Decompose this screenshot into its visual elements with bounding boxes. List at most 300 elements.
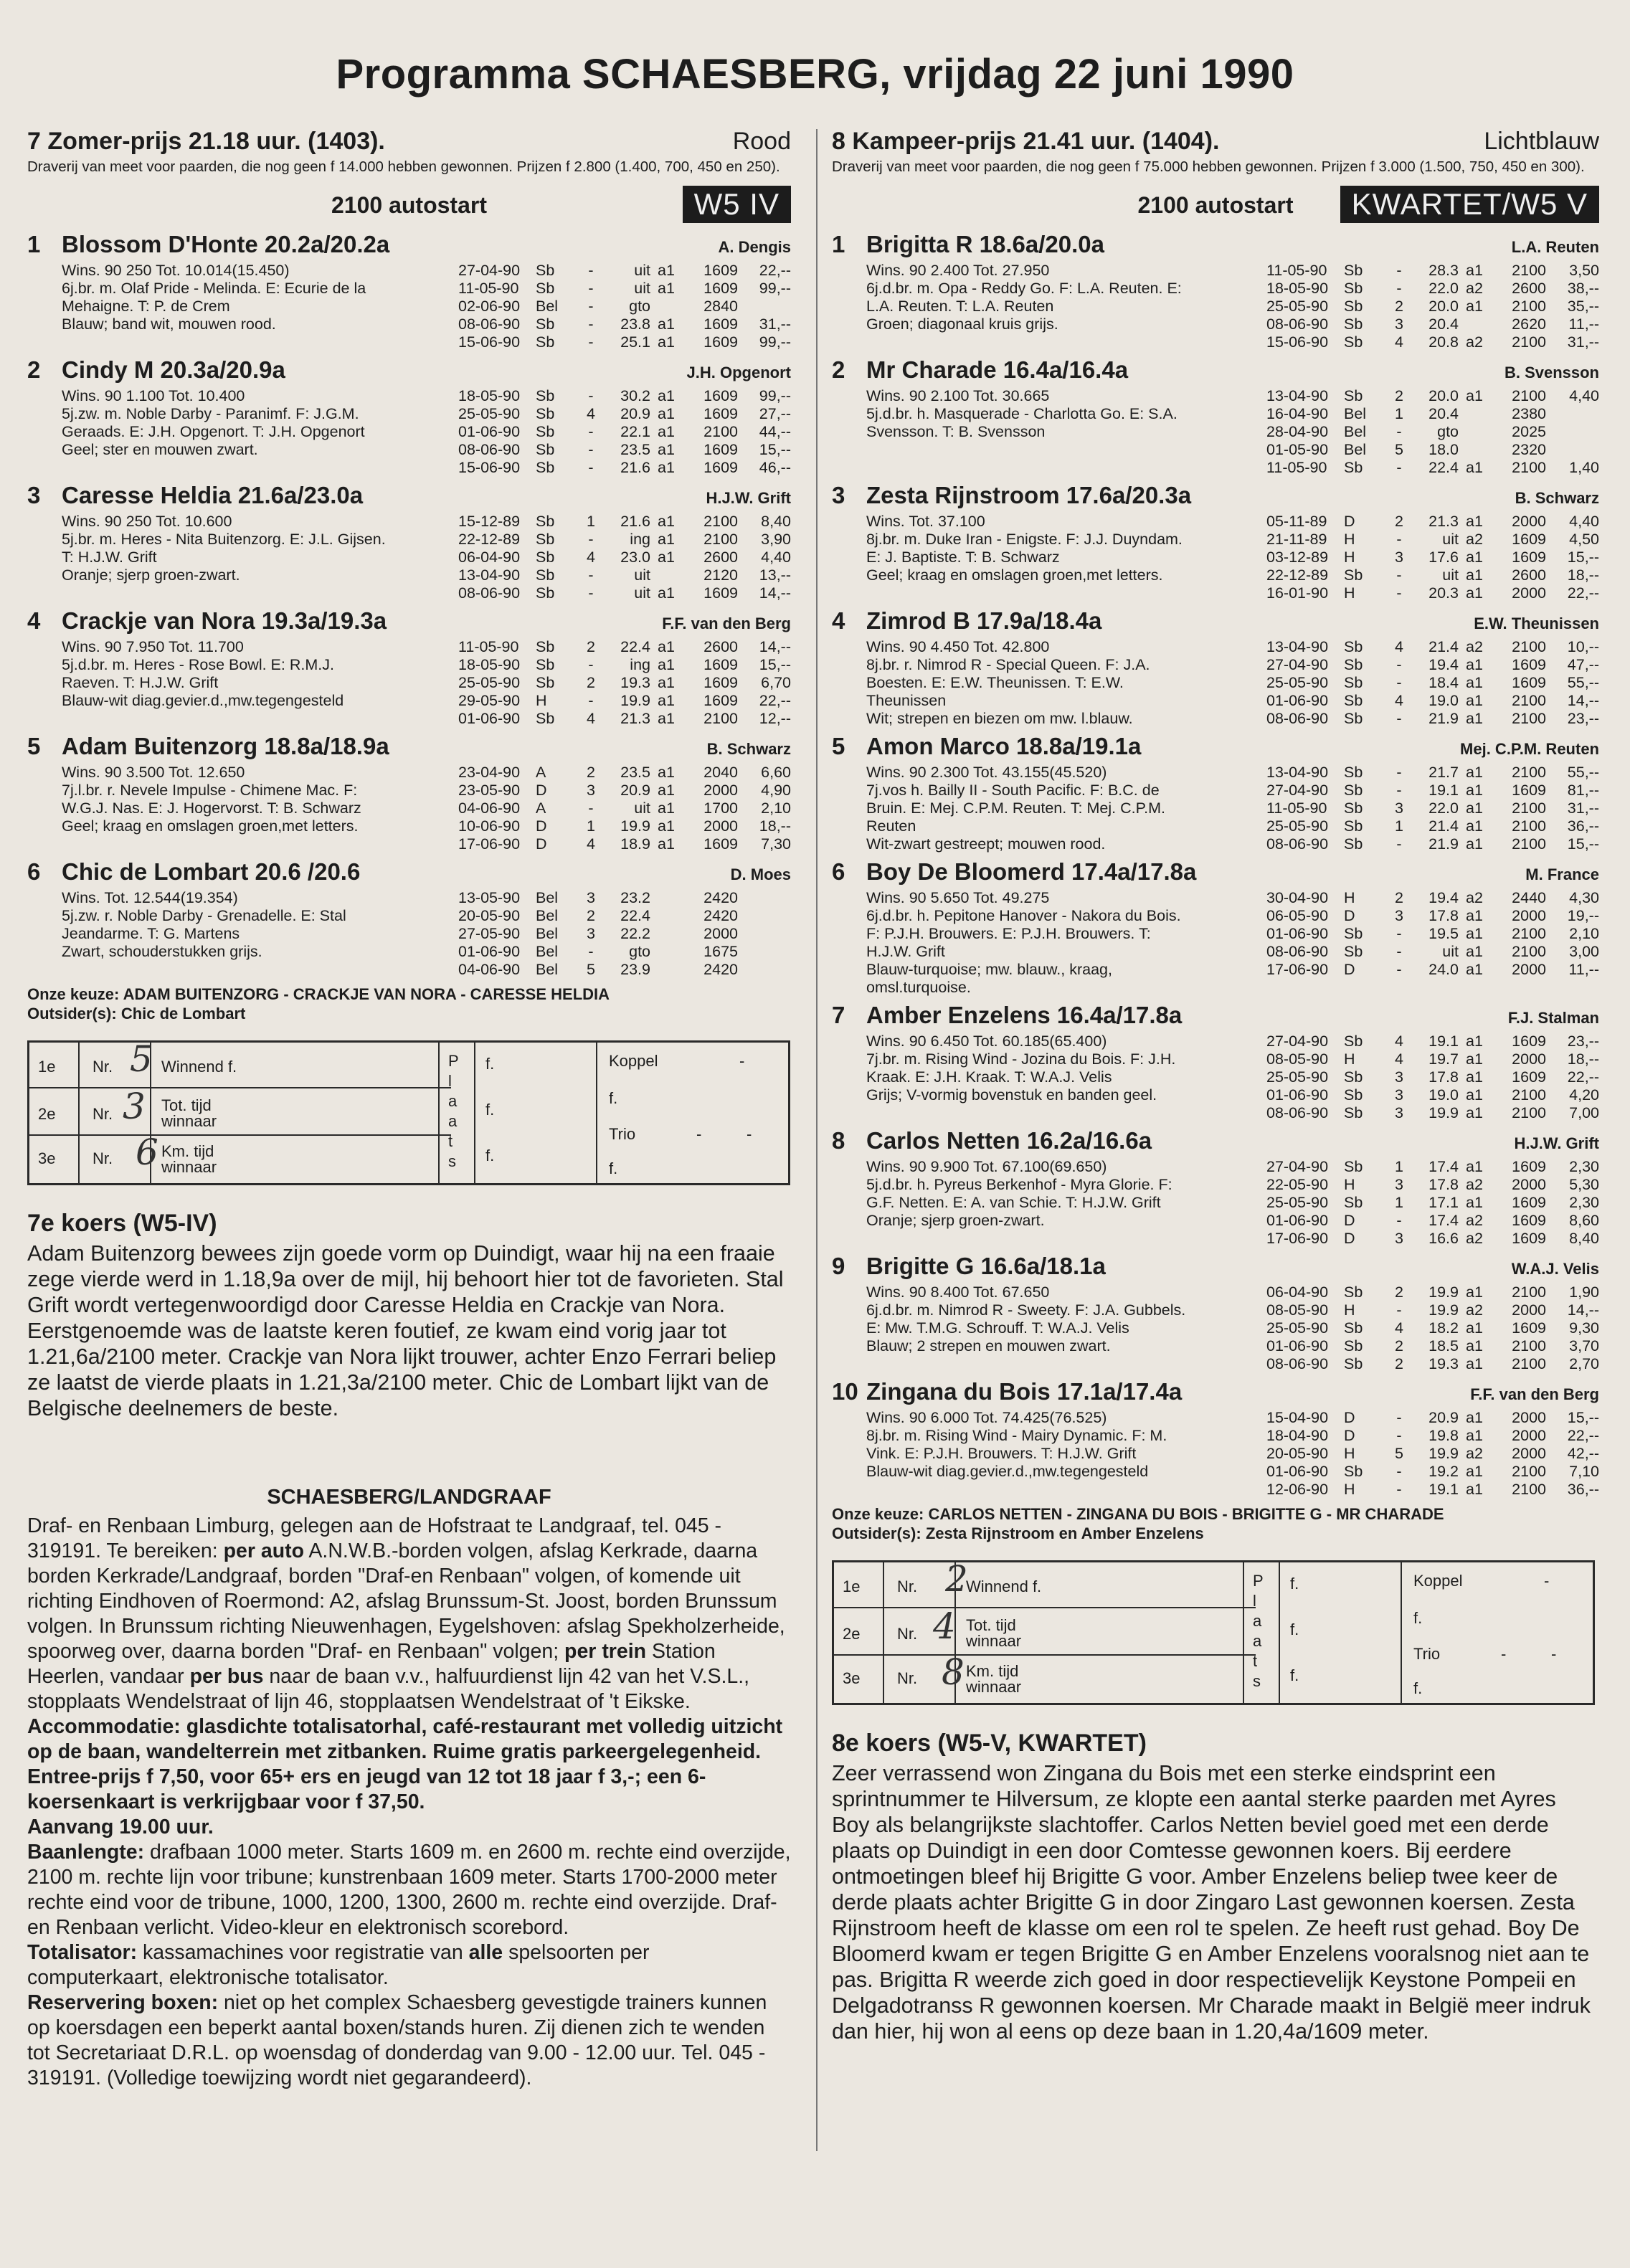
start-distance: 2100 xyxy=(1512,835,1546,853)
our-choice xyxy=(832,1504,1599,1543)
start-code xyxy=(1466,441,1494,459)
start-odds: 18,-- xyxy=(759,817,791,835)
start-place: - xyxy=(588,656,594,673)
start-time: 23.8 xyxy=(620,315,650,333)
start-record xyxy=(1266,1445,1599,1463)
horse-info-line: 6j.d.br. m. Nimrod R - Sweety. F: J.A. Gubbels. xyxy=(866,1301,1186,1319)
start-record xyxy=(458,333,791,351)
start-place: - xyxy=(1396,943,1402,960)
horse-entry xyxy=(832,1126,1599,1248)
horse-info-line: Zwart, schouderstukken grijs. xyxy=(62,943,262,960)
start-place: - xyxy=(1396,925,1402,942)
start-distance: 1609 xyxy=(703,692,738,709)
start-place: 2 xyxy=(587,674,595,691)
start-date: 11-05-90 xyxy=(1266,262,1327,279)
horse-info-line: 6j.br. m. Olaf Pride - Melinda. E: Ecurie de la xyxy=(62,280,366,297)
start-time: 19.0 xyxy=(1428,1086,1459,1104)
start-place: - xyxy=(588,692,594,709)
start-date: 08-05-90 xyxy=(1266,1301,1329,1319)
start-distance: 2100 xyxy=(703,513,738,530)
start-odds: 15,-- xyxy=(759,656,791,673)
start-record xyxy=(1266,925,1599,943)
horse-driver: Mej. C.P.M. Reuten xyxy=(1460,740,1599,758)
horse-number: 6 xyxy=(27,858,41,885)
horse-info xyxy=(832,1409,1266,1499)
start-date: 04-06-90 xyxy=(458,800,521,817)
horse-number: 1 xyxy=(832,231,845,257)
start-odds: 15,-- xyxy=(1567,835,1599,853)
start-track: Bel xyxy=(536,961,559,978)
start-code: a1 xyxy=(1466,1319,1483,1337)
start-record xyxy=(1266,315,1599,333)
start-track: Sb xyxy=(536,513,555,530)
our-choice-label: Onze keuze: xyxy=(832,1505,924,1523)
start-odds: 7,30 xyxy=(761,835,791,853)
start-code: a1 xyxy=(1466,907,1483,924)
horse-number: 3 xyxy=(832,482,845,508)
start-odds: 1,90 xyxy=(1569,1284,1599,1301)
start-track: Sb xyxy=(536,333,555,351)
horse-info-line: Wins. 90 6.000 Tot. 74.425(76.525) xyxy=(866,1409,1107,1426)
start-code: a1 xyxy=(1466,387,1483,404)
start-odds: 4,90 xyxy=(761,782,791,799)
start-distance: 2100 xyxy=(1512,333,1546,351)
start-track: Sb xyxy=(536,566,555,584)
horse-header xyxy=(832,607,1599,638)
start-code: a1 xyxy=(1466,1463,1483,1480)
horse-entry xyxy=(832,356,1599,477)
start-date: 08-06-90 xyxy=(1266,943,1329,960)
koers-title: 7e koers (W5-IV) xyxy=(27,1210,217,1237)
start-place: - xyxy=(588,262,594,279)
start-place: 3 xyxy=(1395,1086,1403,1104)
start-record xyxy=(1266,280,1599,298)
start-record xyxy=(458,961,791,979)
horse-number: 6 xyxy=(832,858,845,885)
horse-header xyxy=(832,858,1599,889)
horse-name: Chic de Lombart 20.6 /20.6 xyxy=(62,858,361,885)
start-record xyxy=(1266,656,1599,674)
start-place: 2 xyxy=(1395,298,1403,315)
start-date: 27-05-90 xyxy=(458,925,521,942)
start-place: - xyxy=(588,531,594,548)
horse-info-line: G.F. Netten. E: A. van Schie. T: H.J.W. Grift xyxy=(866,1194,1161,1211)
start-row xyxy=(832,184,1599,226)
start-record xyxy=(1266,889,1599,907)
start-place: - xyxy=(1396,835,1402,853)
start-track: H xyxy=(1344,1176,1355,1193)
start-place: 4 xyxy=(1395,1033,1403,1050)
result-box xyxy=(832,1560,1595,1705)
start-distance: 2600 xyxy=(1512,280,1546,297)
start-record xyxy=(1266,1068,1599,1086)
horse-info-line: Wins. 90 250 Tot. 10.014(15.450) xyxy=(62,262,290,279)
horse-number: 3 xyxy=(27,482,41,508)
start-odds: 81,-- xyxy=(1567,782,1599,799)
start-date: 25-05-90 xyxy=(1266,1068,1329,1086)
start-record xyxy=(458,549,791,566)
start-record xyxy=(1266,1086,1599,1104)
horse-starts xyxy=(458,764,791,853)
start-date: 10-06-90 xyxy=(458,817,521,835)
horse-name: Zimrod B 17.9a/18.4a xyxy=(866,607,1102,634)
nr-label: Nr. xyxy=(897,1669,918,1687)
start-time: 20.0 xyxy=(1428,387,1459,404)
nr-label: Nr. xyxy=(93,1058,113,1076)
nr-label: Nr. xyxy=(897,1625,918,1643)
handwritten-number: 5 xyxy=(130,1038,153,1080)
start-distance: 2000 xyxy=(703,925,738,942)
start-time: 20.8 xyxy=(1428,333,1459,351)
start-odds: 6,70 xyxy=(761,674,791,691)
start-track: D xyxy=(536,782,547,799)
horse-info-line: Kraak. E: J.H. Kraak. T: W.A.J. Velis xyxy=(866,1068,1112,1086)
horse-info-line: Mehaigne. T: P. de Crem xyxy=(62,298,230,315)
start-record xyxy=(1266,1230,1599,1248)
start-odds: 4,50 xyxy=(1569,531,1599,548)
start-track: Sb xyxy=(536,531,555,548)
start-time: uit xyxy=(634,566,650,584)
start-record xyxy=(458,817,791,835)
box-line xyxy=(78,1043,80,1183)
horse-starts xyxy=(458,387,791,477)
start-date: 01-05-90 xyxy=(1266,441,1329,458)
start-time: 21.7 xyxy=(1428,764,1459,781)
start-record xyxy=(458,262,791,280)
horse-body xyxy=(832,387,1599,477)
start-distance: 2600 xyxy=(1512,566,1546,584)
start-code xyxy=(1466,315,1494,333)
start-distance: 2000 xyxy=(1512,1427,1546,1444)
horse-entry xyxy=(832,1001,1599,1122)
horse-info-line: Wit-zwart gestreept; mouwen rood. xyxy=(866,835,1106,853)
dash: - xyxy=(1544,1572,1550,1590)
start-distance: 2840 xyxy=(703,298,738,315)
start-time: 21.3 xyxy=(620,710,650,727)
start-track: Sb xyxy=(1344,333,1363,351)
nr-label: Nr. xyxy=(93,1149,113,1167)
start-date: 01-06-90 xyxy=(1266,1463,1329,1480)
start-odds: 35,-- xyxy=(1567,298,1599,315)
start-time: 22.2 xyxy=(620,925,650,942)
plaats-letter: a xyxy=(448,1092,458,1110)
start-time: 19.2 xyxy=(1428,1463,1459,1480)
horse-starts xyxy=(458,262,791,351)
horse-starts xyxy=(1266,1409,1599,1499)
horse-body xyxy=(832,1158,1599,1248)
horse-entry xyxy=(832,230,1599,351)
start-code: a1 xyxy=(1466,961,1483,978)
start-code: a1 xyxy=(1466,1409,1483,1426)
start-distance: 2100 xyxy=(1512,1355,1546,1372)
start-track: H xyxy=(1344,1481,1355,1498)
start-distance: 1609 xyxy=(1512,1033,1546,1050)
race-title: 8 Kampeer-prijs 21.41 uur. (1404). xyxy=(832,128,1220,155)
start-record xyxy=(1266,513,1599,531)
horse-entry xyxy=(832,732,1599,853)
start-record xyxy=(458,710,791,728)
start-time: uit xyxy=(634,262,650,279)
start-code: a1 xyxy=(658,423,675,440)
start-time: 19.9 xyxy=(620,817,650,835)
start-track: Sb xyxy=(1344,835,1363,853)
start-code: a1 xyxy=(658,835,675,853)
start-odds: 99,-- xyxy=(759,280,791,297)
entree-paragraph: Entree-prijs f 7,50, voor 65+ ers en jeugd van 12 tot 18 jaar f 3,-; een 6-koersenkaart is verkrijgbaar voor f 37,50. xyxy=(27,1765,706,1813)
start-place: - xyxy=(1396,674,1402,691)
horse-info-line: 8j.br. m. Rising Wind - Mairy Dynamic. F: M. xyxy=(866,1427,1167,1444)
start-time: 17.8 xyxy=(1428,1068,1459,1086)
horse-info xyxy=(832,764,1266,853)
start-place: - xyxy=(1396,1463,1402,1480)
horse-number: 4 xyxy=(832,607,845,634)
horse-info-line: Wins. 90 5.650 Tot. 49.275 xyxy=(866,889,1050,906)
start-time: 21.4 xyxy=(1428,638,1459,655)
schaesberg-text xyxy=(27,1514,791,2091)
horse-number: 8 xyxy=(832,1127,845,1154)
koers-title: 8e koers (W5-V, KWARTET) xyxy=(832,1730,1147,1757)
outsider-label: Outsider(s): xyxy=(832,1524,921,1542)
horse-info-line: Wins. Tot. 37.100 xyxy=(866,513,985,530)
dash: - xyxy=(747,1125,752,1143)
start-place: 5 xyxy=(1395,1445,1403,1462)
start-odds: 27,-- xyxy=(759,405,791,422)
start-track: Bel xyxy=(536,298,559,315)
start-distance: 2100 xyxy=(1512,1104,1546,1121)
start-record xyxy=(1266,1050,1599,1068)
start-distance: 2000 xyxy=(1512,513,1546,530)
horse-number: 2 xyxy=(27,356,41,383)
horse-starts xyxy=(1266,513,1599,602)
start-date: 15-06-90 xyxy=(1266,333,1329,351)
start-odds: 2,30 xyxy=(1569,1158,1599,1175)
start-place: - xyxy=(588,280,594,297)
start-date: 25-05-90 xyxy=(1266,298,1329,315)
start-date: 27-04-90 xyxy=(458,262,521,279)
start-place: 3 xyxy=(1395,315,1403,333)
horse-number: 1 xyxy=(27,231,41,257)
place-2-label: 2e xyxy=(843,1625,861,1643)
start-date: 13-04-90 xyxy=(458,566,521,584)
start-odds: 23,-- xyxy=(1567,710,1599,727)
race-7-column xyxy=(27,128,791,1421)
horse-info-line: Geel; kraag en omslagen groen,met letters. xyxy=(62,817,359,835)
start-code: a1 xyxy=(1466,459,1483,476)
start-code: a1 xyxy=(1466,1104,1483,1121)
horse-info-line: Geraads. E: J.H. Opgenort. T: J.H. Opgenort xyxy=(62,423,365,440)
horse-starts xyxy=(458,889,791,979)
start-code: a1 xyxy=(658,513,675,530)
start-odds: 11,-- xyxy=(1568,961,1599,978)
start-track: Sb xyxy=(1344,1463,1363,1480)
horse-info-line: Groen; diagonaal kruis grijs. xyxy=(866,315,1058,333)
horse-header xyxy=(27,858,791,889)
start-odds: 1,40 xyxy=(1569,459,1599,476)
start-distance: 1609 xyxy=(703,262,738,279)
start-record xyxy=(1266,638,1599,656)
start-track: Sb xyxy=(536,405,555,422)
start-date: 13-04-90 xyxy=(1266,764,1329,781)
start-place: - xyxy=(1396,584,1402,602)
start-place: 3 xyxy=(1395,1176,1403,1193)
start-place: - xyxy=(588,800,594,817)
f-label: f. xyxy=(609,1159,618,1177)
horse-info xyxy=(832,513,1266,602)
horse-name: Zingana du Bois 17.1a/17.4a xyxy=(866,1378,1183,1405)
start-time: 21.6 xyxy=(620,513,650,530)
horse-header xyxy=(832,1377,1599,1409)
horse-number: 5 xyxy=(27,733,41,759)
start-record xyxy=(1266,1409,1599,1427)
start-code: a1 xyxy=(1466,800,1483,817)
start-odds xyxy=(738,961,791,979)
start-distance: 2100 xyxy=(1512,298,1546,315)
start-track: Sb xyxy=(1344,298,1363,315)
start-track: Sb xyxy=(1344,1068,1363,1086)
start-time: 19.5 xyxy=(1428,925,1459,942)
start-odds: 7,00 xyxy=(1569,1104,1599,1121)
start-time: 22.1 xyxy=(620,423,650,440)
start-odds xyxy=(738,298,791,315)
start-distance: 2620 xyxy=(1512,315,1546,333)
start-record xyxy=(1266,1104,1599,1122)
start-place: 4 xyxy=(1395,692,1403,709)
start-place: - xyxy=(1396,656,1402,673)
start-track: D xyxy=(536,835,547,853)
start-odds: 4,30 xyxy=(1569,889,1599,906)
start-time: 19.4 xyxy=(1428,656,1459,673)
horse-header xyxy=(27,356,791,387)
box-line xyxy=(1401,1562,1402,1703)
handwritten-number: 8 xyxy=(942,1651,965,1693)
horse-starts xyxy=(1266,1284,1599,1373)
horse-body xyxy=(27,387,791,477)
start-place: - xyxy=(1396,782,1402,799)
start-track: Sb xyxy=(536,459,555,476)
start-time: 20.0 xyxy=(1428,298,1459,315)
start-time: 18.9 xyxy=(620,835,650,853)
start-odds xyxy=(738,889,791,907)
start-code xyxy=(658,961,686,979)
start-record xyxy=(458,656,791,674)
horse-name: Zesta Rijnstroom 17.6a/20.3a xyxy=(866,482,1192,508)
horse-info xyxy=(832,1158,1266,1248)
start-place: - xyxy=(588,584,594,602)
start-distance: 1609 xyxy=(703,315,738,333)
horse-info-line: Wit; strepen en biezen om mw. l.blauw. xyxy=(866,710,1133,727)
start-time: 19.9 xyxy=(1428,1445,1459,1462)
horse-header xyxy=(27,607,791,638)
horse-header xyxy=(832,481,1599,513)
start-date: 22-05-90 xyxy=(1266,1176,1329,1193)
start-distance: 1609 xyxy=(1512,782,1546,799)
start-place: - xyxy=(588,298,594,315)
start-distance: 1609 xyxy=(703,441,738,458)
start-distance: 1609 xyxy=(1512,531,1546,548)
start-place: - xyxy=(588,333,594,351)
box-line xyxy=(29,1087,451,1088)
start-time: uit xyxy=(1442,943,1459,960)
race-title: 7 Zomer-prijs 21.18 uur. (1403). xyxy=(27,128,385,155)
start-place: 1 xyxy=(587,817,595,835)
start-date: 17-06-90 xyxy=(458,835,521,853)
start-code: a1 xyxy=(1466,925,1483,942)
start-track: Sb xyxy=(1344,1086,1363,1104)
start-odds: 10,-- xyxy=(1567,638,1599,655)
start-distance: 2000 xyxy=(1512,1050,1546,1068)
horse-info-line: Boesten. E: E.W. Theunissen. T: E.W. xyxy=(866,674,1124,691)
start-record xyxy=(1266,387,1599,405)
start-time: 19.1 xyxy=(1428,1481,1459,1498)
start-date: 01-06-90 xyxy=(1266,692,1329,709)
start-odds: 36,-- xyxy=(1567,817,1599,835)
start-place: 2 xyxy=(587,907,595,924)
start-time: 30.2 xyxy=(620,387,650,404)
start-time: 20.4 xyxy=(1428,315,1459,333)
start-odds: 22,-- xyxy=(759,262,791,279)
start-record xyxy=(458,441,791,459)
horse-info xyxy=(27,513,458,602)
start-time: uit xyxy=(634,800,650,817)
start-track: Sb xyxy=(1344,764,1363,781)
start-code: a1 xyxy=(658,584,675,602)
horse-info-line: Geel; ster en mouwen zwart. xyxy=(62,441,258,458)
start-code: a1 xyxy=(1466,1194,1483,1211)
horse-info-line: Wins. 90 2.400 Tot. 27.950 xyxy=(866,262,1050,279)
horse-info-line: T: H.J.W. Grift xyxy=(62,549,157,566)
start-distance: 1609 xyxy=(703,584,738,602)
start-record xyxy=(458,315,791,333)
our-choice-value: CARLOS NETTEN - ZINGANA DU BOIS - BRIGITTE G - MR CHARADE xyxy=(928,1505,1444,1523)
horse-info-line: W.G.J. Nas. E: J. Hogervorst. T: B. Schwarz xyxy=(62,800,361,817)
f-label: f. xyxy=(485,1147,495,1164)
horse-driver: W.A.J. Velis xyxy=(1511,1260,1599,1278)
start-track: Bel xyxy=(1344,405,1367,422)
start-distance: 1609 xyxy=(1512,656,1546,673)
start-record xyxy=(1266,835,1599,853)
horse-header xyxy=(27,230,791,262)
horse-entry xyxy=(832,1252,1599,1373)
start-distance: 2025 xyxy=(1512,423,1546,440)
start-track: H xyxy=(1344,1301,1355,1319)
horse-info xyxy=(832,1033,1266,1122)
start-code: a1 xyxy=(1466,817,1483,835)
plaats-letter: a xyxy=(448,1112,458,1130)
start-date: 11-05-90 xyxy=(458,638,519,655)
horse-info-line: Oranje; sjerp groen-zwart. xyxy=(866,1212,1045,1229)
start-label: 2100 autostart xyxy=(1137,191,1294,218)
start-track: Sb xyxy=(1344,1337,1363,1354)
start-track: Sb xyxy=(536,656,555,673)
start-date: 08-06-90 xyxy=(1266,1355,1329,1372)
start-time: 23.0 xyxy=(620,549,650,566)
start-code: a2 xyxy=(1466,1176,1483,1193)
start-code: a1 xyxy=(658,710,675,727)
horse-info-line: 5j.d.br. h. Pyreus Berkenhof - Myra Glorie. F: xyxy=(866,1176,1172,1193)
koers-text: Zeer verrassend won Zingana du Bois met een sterke eindsprint een sprintnummer te Hilversum, ze klopte een aantal sterke paarden met Ayres Boy als belangrijkste slachtoffer. Carlos Netten beviel goed met een derde plaats op Duindigt in een door Comtesse gewonnen koers. Bij eerdere ontmoetingen bleef hij Brigitte G voor. Amber Enzelens beliep twee keer de derde plaats achter Brigitte G in door Zingaro Last gewonnen koersen. Zesta Rijnstroom heeft de klasse om een rol te spelen. Ze heeft rust gehad. Boy De Bloomerd kwam er tegen Brigitte G en Amber Enzelens vooralsnog niet aan te pas. Brigitta R weerde zich goed in door respectievelijk Keystone Pompeii en Delgadotranss R gewonnen koersen. Mr Charade maakt in België meer indruk dan hier, hij won al eens op deze baan in 1.20,4a/1609 meter. xyxy=(832,1761,1591,2044)
horse-body xyxy=(832,1409,1599,1499)
start-record xyxy=(1266,1481,1599,1499)
start-track: Bel xyxy=(1344,423,1367,440)
start-record xyxy=(1266,459,1599,477)
start-record xyxy=(458,638,791,656)
horse-info-line: Wins. 90 250 Tot. 10.600 xyxy=(62,513,232,530)
start-track: Sb xyxy=(1344,280,1363,297)
horse-name: Brigitta R 18.6a/20.0a xyxy=(866,231,1104,257)
start-record xyxy=(1266,1033,1599,1050)
start-code: a1 xyxy=(658,315,675,333)
place-2-label: 2e xyxy=(38,1105,56,1123)
